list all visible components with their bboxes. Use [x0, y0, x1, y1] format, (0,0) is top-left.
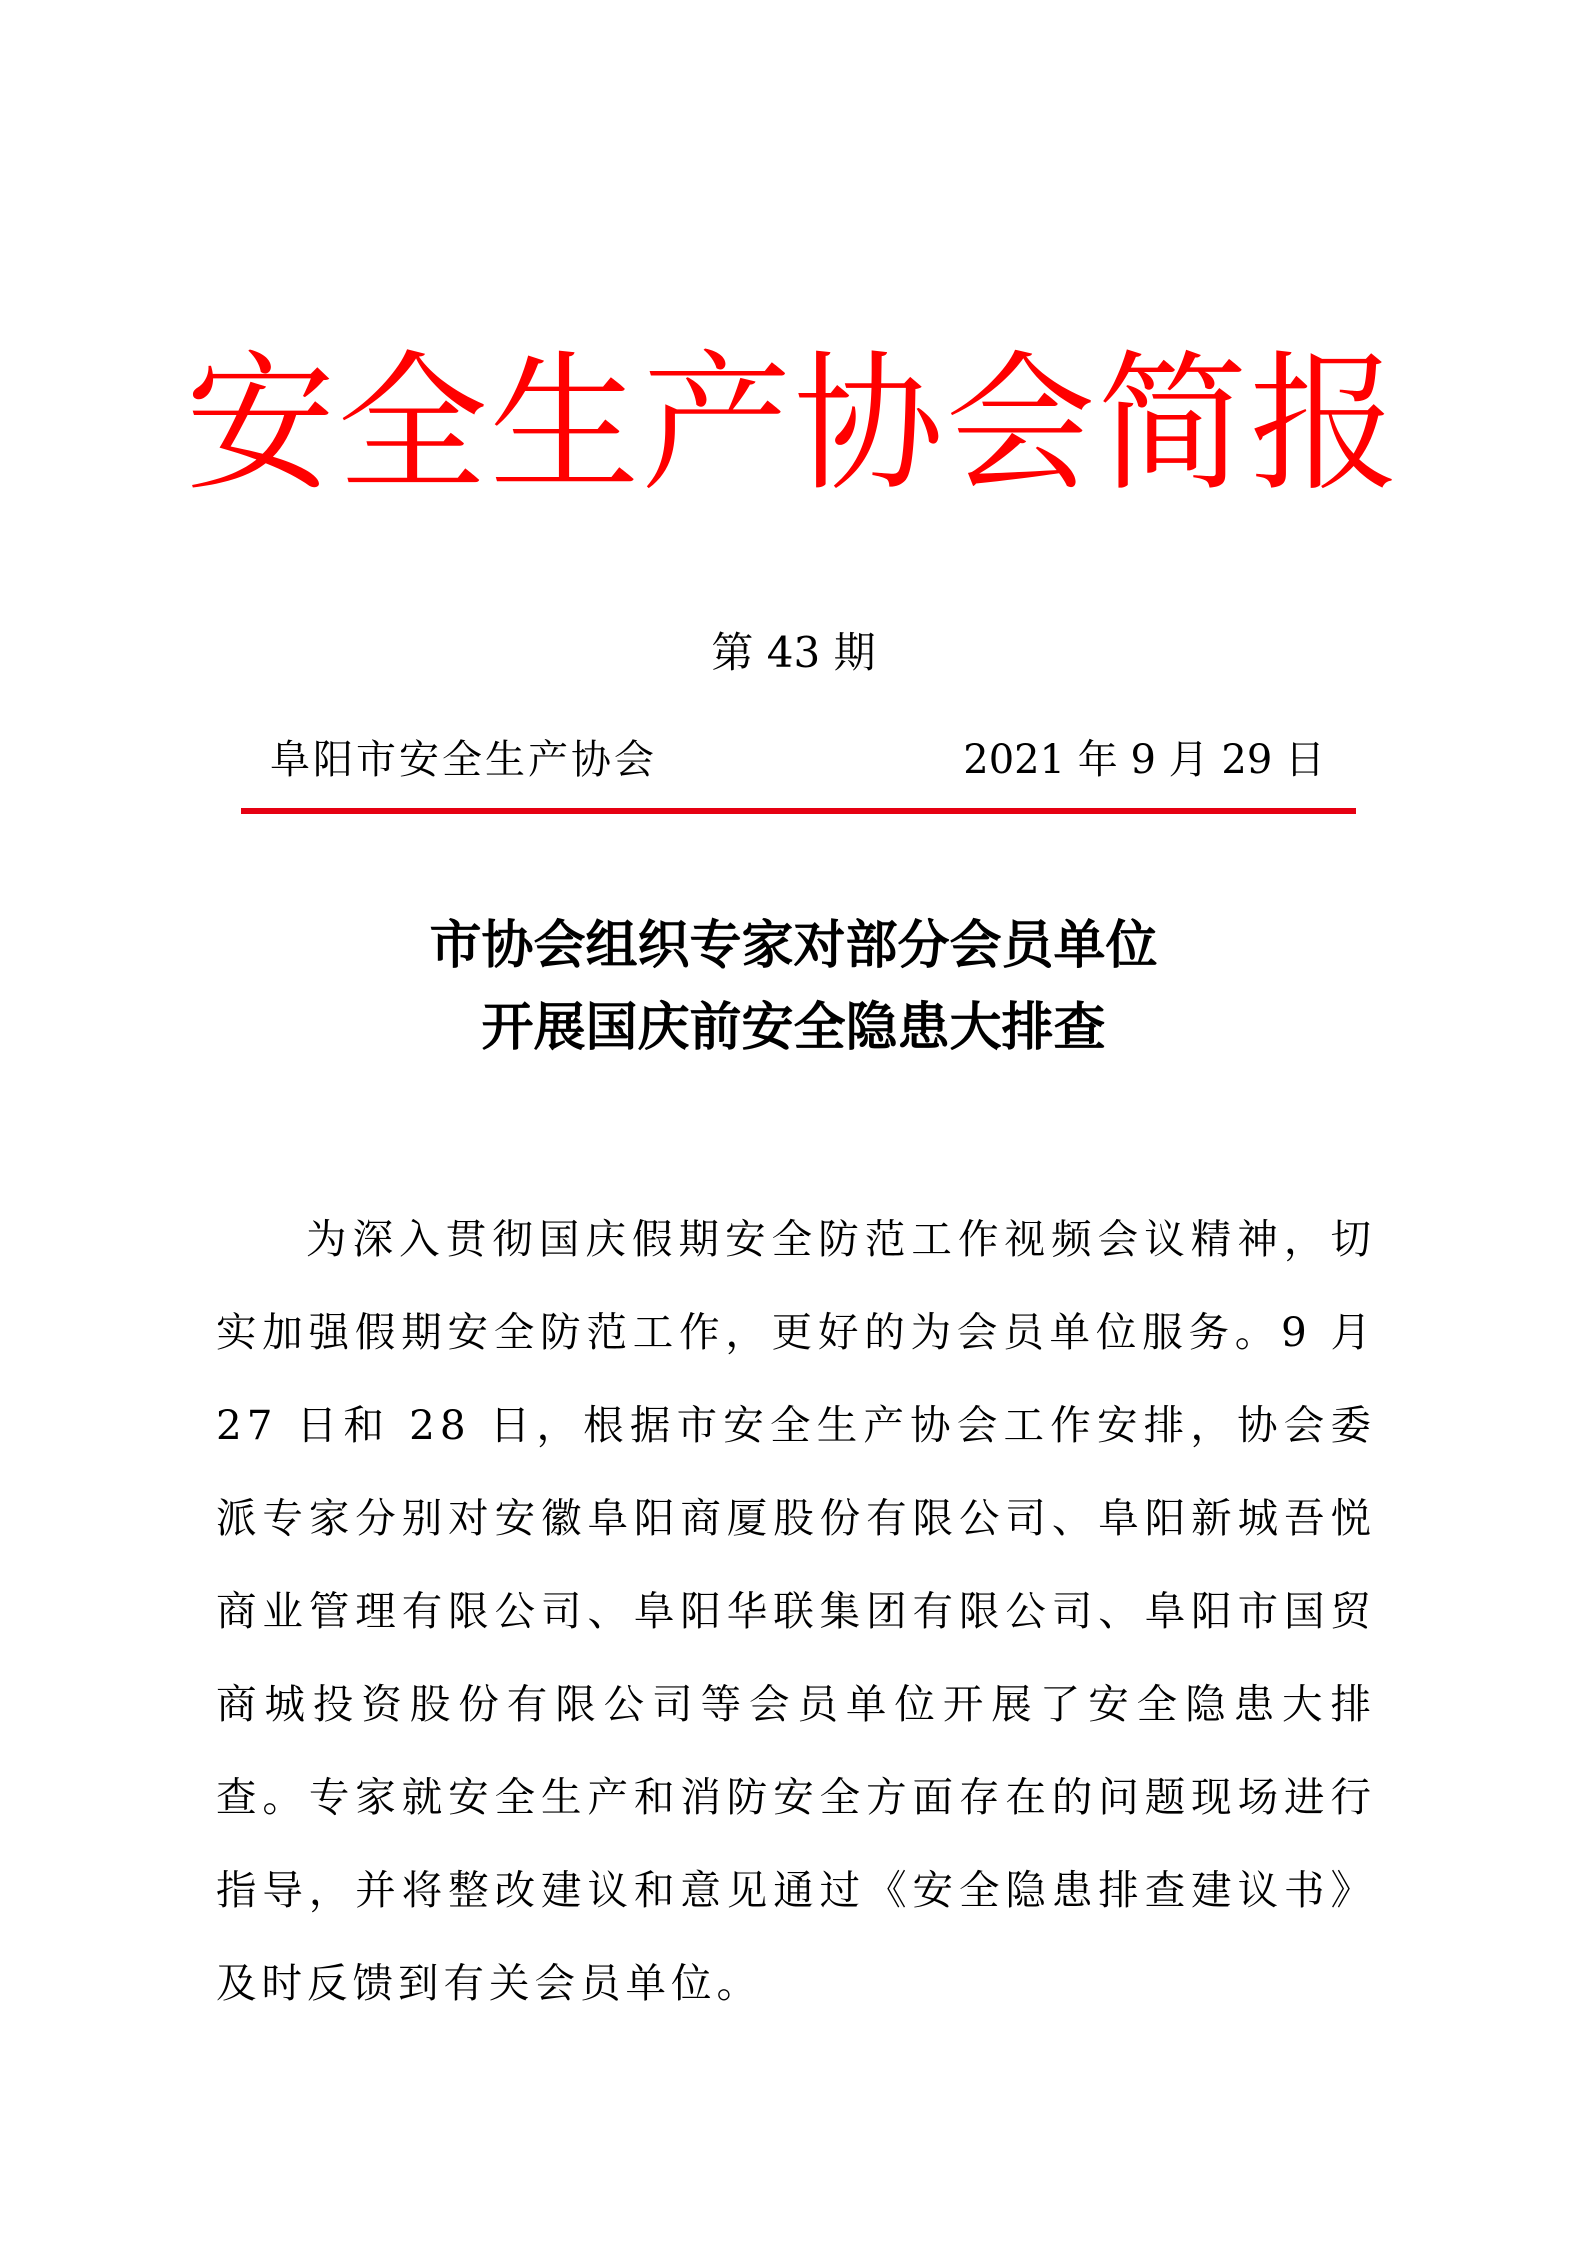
article-headline	[0, 905, 1587, 1069]
article-body-paragraph: 为深入贯彻国庆假期安全防范工作视频会议精神，切实加强假期安全防范工作，更好的为会员单位服务。9 月 27 日和 28 日，根据市安全生产协会工作安排，协会委派专家分别对安徽阜阳商厦股份有限公司、阜阳新城吾悦商业管理有限公司、阜阳华联集团有限公司、阜阳市国贸商城投资股份有限公司等会员单位开展了安全隐患大排查。专家就安全生产和消防安全方面存在的问题现场进行指导，并将整改建议和意见通过《安全隐患排查建议书》及时反馈到有关会员单位。	[216, 1215, 1376, 2007]
red-divider-rule	[241, 808, 1356, 814]
article-headline-line2: 开展国庆前安全隐患大排查	[481, 997, 1106, 1058]
issue-date: 2021 年 9 月 29 日	[963, 737, 1325, 783]
masthead-title: 安全生产协会简报	[185, 338, 1402, 512]
issue-number: 第 43 期	[711, 628, 876, 677]
article-headline-line1: 市协会组织专家对部分会员单位	[429, 915, 1158, 976]
issuer-name: 阜阳市安全生产协会	[270, 737, 657, 783]
